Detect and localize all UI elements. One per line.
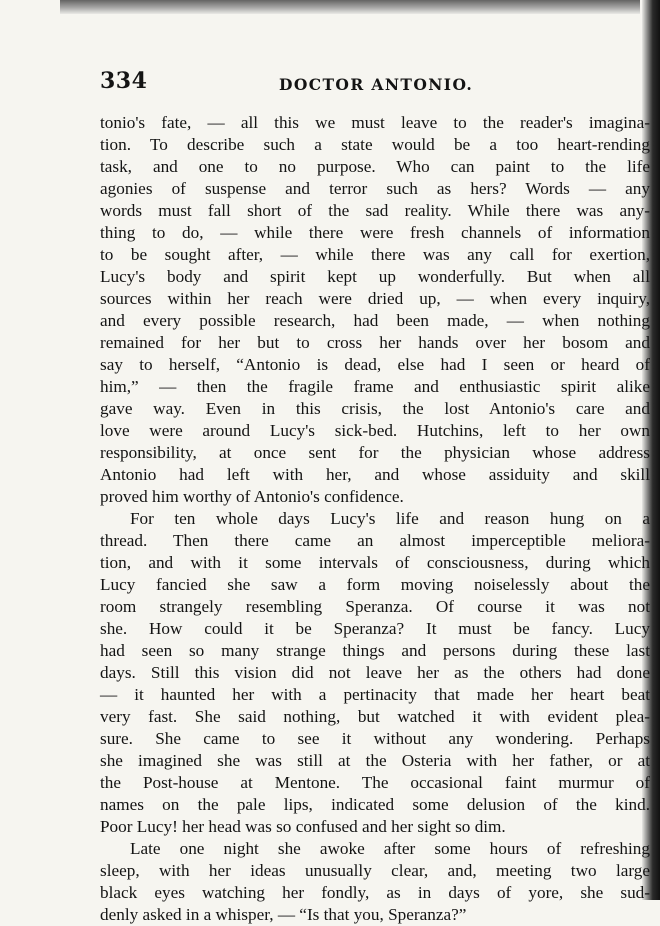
paragraph bbox=[100, 838, 650, 926]
text-line: Late one night she awoke after some hours of refreshing bbox=[130, 839, 650, 858]
text-line: Poor Lucy! her head was so confused and her sight so dim. bbox=[100, 817, 506, 836]
running-title: DOCTOR ANTONIO. bbox=[279, 75, 474, 94]
text-line: she imagined she was still at the Osteria with her father, or at bbox=[100, 751, 650, 770]
text-line: — it haunted her with a pertinacity that made her heart beat bbox=[100, 685, 650, 704]
text-line: him,” — then the fragile frame and enthusiastic spirit alike bbox=[100, 377, 650, 396]
text-line: task, and one to no purpose. Who can paint to the life bbox=[100, 157, 650, 176]
text-line: proved him worthy of Antonio's confidence. bbox=[100, 487, 404, 506]
text-line: sources within her reach were dried up, — when every inquiry, bbox=[100, 289, 650, 308]
text-line: love were around Lucy's sick-bed. Hutchins, left to her own bbox=[100, 421, 650, 440]
text-line: remained for her but to cross her hands over her bosom and bbox=[100, 333, 650, 352]
text-line: tonio's fate, — all this we must leave to the reader's imagina- bbox=[100, 113, 650, 132]
text-line: the Post-house at Mentone. The occasional faint murmur of bbox=[100, 773, 650, 792]
text-line: tion. To describe such a state would be a too heart-rending bbox=[100, 135, 650, 154]
text-line: words must fall short of the sad reality. While there was any- bbox=[100, 201, 650, 220]
text-line: responsibility, at once sent for the physician whose address bbox=[100, 443, 650, 462]
text-line: black eyes watching her fondly, as in days of yore, she sud- bbox=[100, 883, 650, 902]
paragraph bbox=[100, 112, 650, 508]
text-line: room strangely resembling Speranza. Of course it was not bbox=[100, 597, 650, 616]
scan-border-top bbox=[60, 0, 640, 14]
text-line: to be sought after, — while there was any call for exertion, bbox=[100, 245, 650, 264]
text-line: For ten whole days Lucy's life and reason hung on a bbox=[130, 509, 650, 528]
text-line: she. How could it be Speranza? It must be fancy. Lucy bbox=[100, 619, 650, 638]
text-line: days. Still this vision did not leave her as the others had done bbox=[100, 663, 650, 682]
text-line: Lucy fancied she saw a form moving noiselessly about the bbox=[100, 575, 650, 594]
text-line: and every possible research, had been made, — when nothing bbox=[100, 311, 650, 330]
text-line: names on the pale lips, indicated some delusion of the kind. bbox=[100, 795, 650, 814]
text-line: Antonio had left with her, and whose assiduity and skill bbox=[100, 465, 650, 484]
body-text bbox=[100, 112, 650, 926]
text-line: had seen so many strange things and persons during these last bbox=[100, 641, 650, 660]
text-line: very fast. She said nothing, but watched it with evident plea- bbox=[100, 707, 650, 726]
text-line: sure. She came to see it without any wondering. Perhaps bbox=[100, 729, 650, 748]
text-line: denly asked in a whisper, — “Is that you, Speranza?” bbox=[100, 905, 467, 924]
paragraph bbox=[100, 508, 650, 838]
text-line: thread. Then there came an almost imperceptible meliora- bbox=[100, 531, 650, 550]
text-line: thing to do, — while there were fresh channels of information bbox=[100, 223, 650, 242]
page-header bbox=[100, 68, 645, 98]
page-number: 334 bbox=[100, 68, 148, 94]
text-line: tion, and with it some intervals of consciousness, during which bbox=[100, 553, 650, 572]
text-line: agonies of suspense and terror such as hers? Words — any bbox=[100, 179, 650, 198]
text-line: gave way. Even in this crisis, the lost Antonio's care and bbox=[100, 399, 650, 418]
text-line: sleep, with her ideas unusually clear, and, meeting two large bbox=[100, 861, 650, 880]
text-line: Lucy's body and spirit kept up wonderfully. But when all bbox=[100, 267, 650, 286]
text-line: say to herself, “Antonio is dead, else had I seen or heard of bbox=[100, 355, 650, 374]
